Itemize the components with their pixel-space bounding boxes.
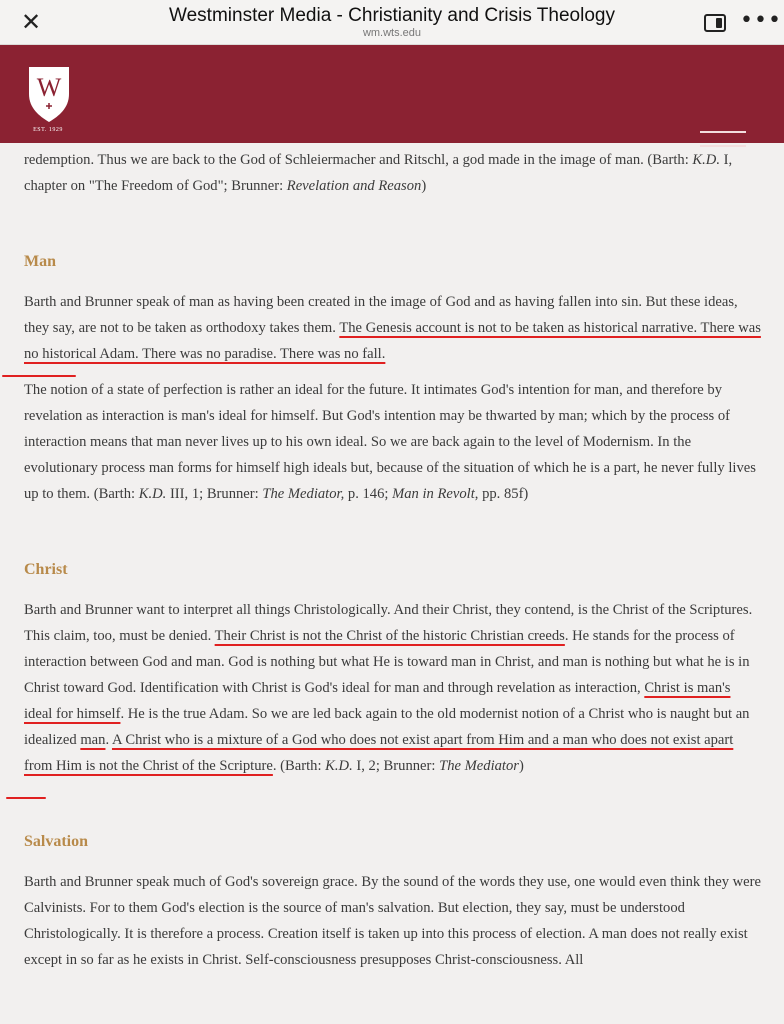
intro-paragraph: redemption. Thus we are back to the God of Schleiermacher and Ritschl, a god made in the image of man. (Barth: K.D. I, chapter on "The Freedom of God"; Brunner: Revelation and Reason)	[24, 152, 733, 194]
heading-man: Man	[24, 253, 56, 270]
page-url[interactable]: wm.wts.edu	[362, 27, 422, 39]
browser-toolbar	[0, 0, 784, 45]
highlight-creeds: Their Christ is not the Christ of the historic Christian creeds	[214, 628, 565, 644]
reader-view-icon[interactable]	[704, 14, 726, 32]
heading-salvation: Salvation	[24, 833, 89, 850]
article-body	[24, 143, 762, 973]
more-icon[interactable]: •••	[740, 8, 782, 33]
heading-christ: Christ	[24, 561, 68, 578]
man-paragraph-2: The notion of a state of perfection is rather an ideal for the future. It intimates God's intention for man, and therefore by revelation as interaction is man's ideal for himself. But God's intention may be thwarted by man; which by the process of interaction means that man never lives up to his own ideal. So we are back again to the level of Modernism. In the evolutionary process man forms for himself high ideals but, because of the situation of which he is a part, he never fully lives up to them. (Barth: K.D. III, 1; Brunner: The Mediator, p. 146; Man in Revolt, pp. 85f)	[24, 382, 756, 502]
page-title: Westminster Media - Christianity and Crisis Theology	[169, 5, 615, 26]
seminary-logo[interactable]	[26, 64, 72, 126]
highlight-man: man	[80, 732, 106, 748]
highlight-ideal: Christ is man's ideal for himself	[24, 680, 731, 722]
close-icon[interactable]: ✕	[20, 8, 42, 36]
highlight-genesis: The Genesis account is not to be taken as historical narrative. There was no historical Adam. There was no paradise. There was no fall.	[24, 320, 761, 362]
annotation-mark	[6, 797, 46, 799]
logo-est: EST. 1929	[33, 127, 63, 133]
annotation-mark	[2, 375, 76, 377]
logo-letter: W	[36, 73, 62, 102]
christ-paragraph: Barth and Brunner want to interpret all things Christologically. And their Christ, they contend, is the Christ of the Scriptures. This claim, too, must be denied. Their Christ is not the Christ of the historic Christian creeds. He stands for the process of interaction between God and man. God is nothing but what He is toward man in Christ, and man is nothing but what he is in Christ toward God. Identification with Christ is God's ideal for man and through revelation as interaction, Christ is man's ideal for himself. He is the true Adam. So we are led back again to the old modernist notion of a Christ who is naught but an idealized man. A Christ who is a mixture of a God who does not exist apart from Him and a man who does not exist apart from Him is not the Christ of the Scripture. (Barth: K.D. I, 2; Brunner: The Mediator)	[24, 602, 753, 774]
highlight-mixture: A Christ who is a mixture of a God who does not exist apart from Him and a man who does not exist apart from Him is not the Christ of the Scripture	[24, 732, 734, 774]
salvation-paragraph: Barth and Brunner speak much of God's sovereign grace. By the sound of the words they use, one would even think they were Calvinists. For to them God's election is the source of man's salvation. But election, they say, must be understood Christologically. It is therefore a process. Creation itself is taken up into this process of election. A man does not really exist except in so far as he exists in Christ. Self-consciousness presupposes Christ-consciousness. All	[24, 874, 761, 968]
man-paragraph-1: Barth and Brunner speak of man as having been created in the image of God and as having fallen into sin. But these ideas, they say, are not to be taken as orthodoxy takes them. The Genesis account is not to be taken as historical narrative. There was no historical Adam. There was no paradise. There was no fall.	[24, 294, 761, 362]
site-header	[0, 45, 784, 143]
